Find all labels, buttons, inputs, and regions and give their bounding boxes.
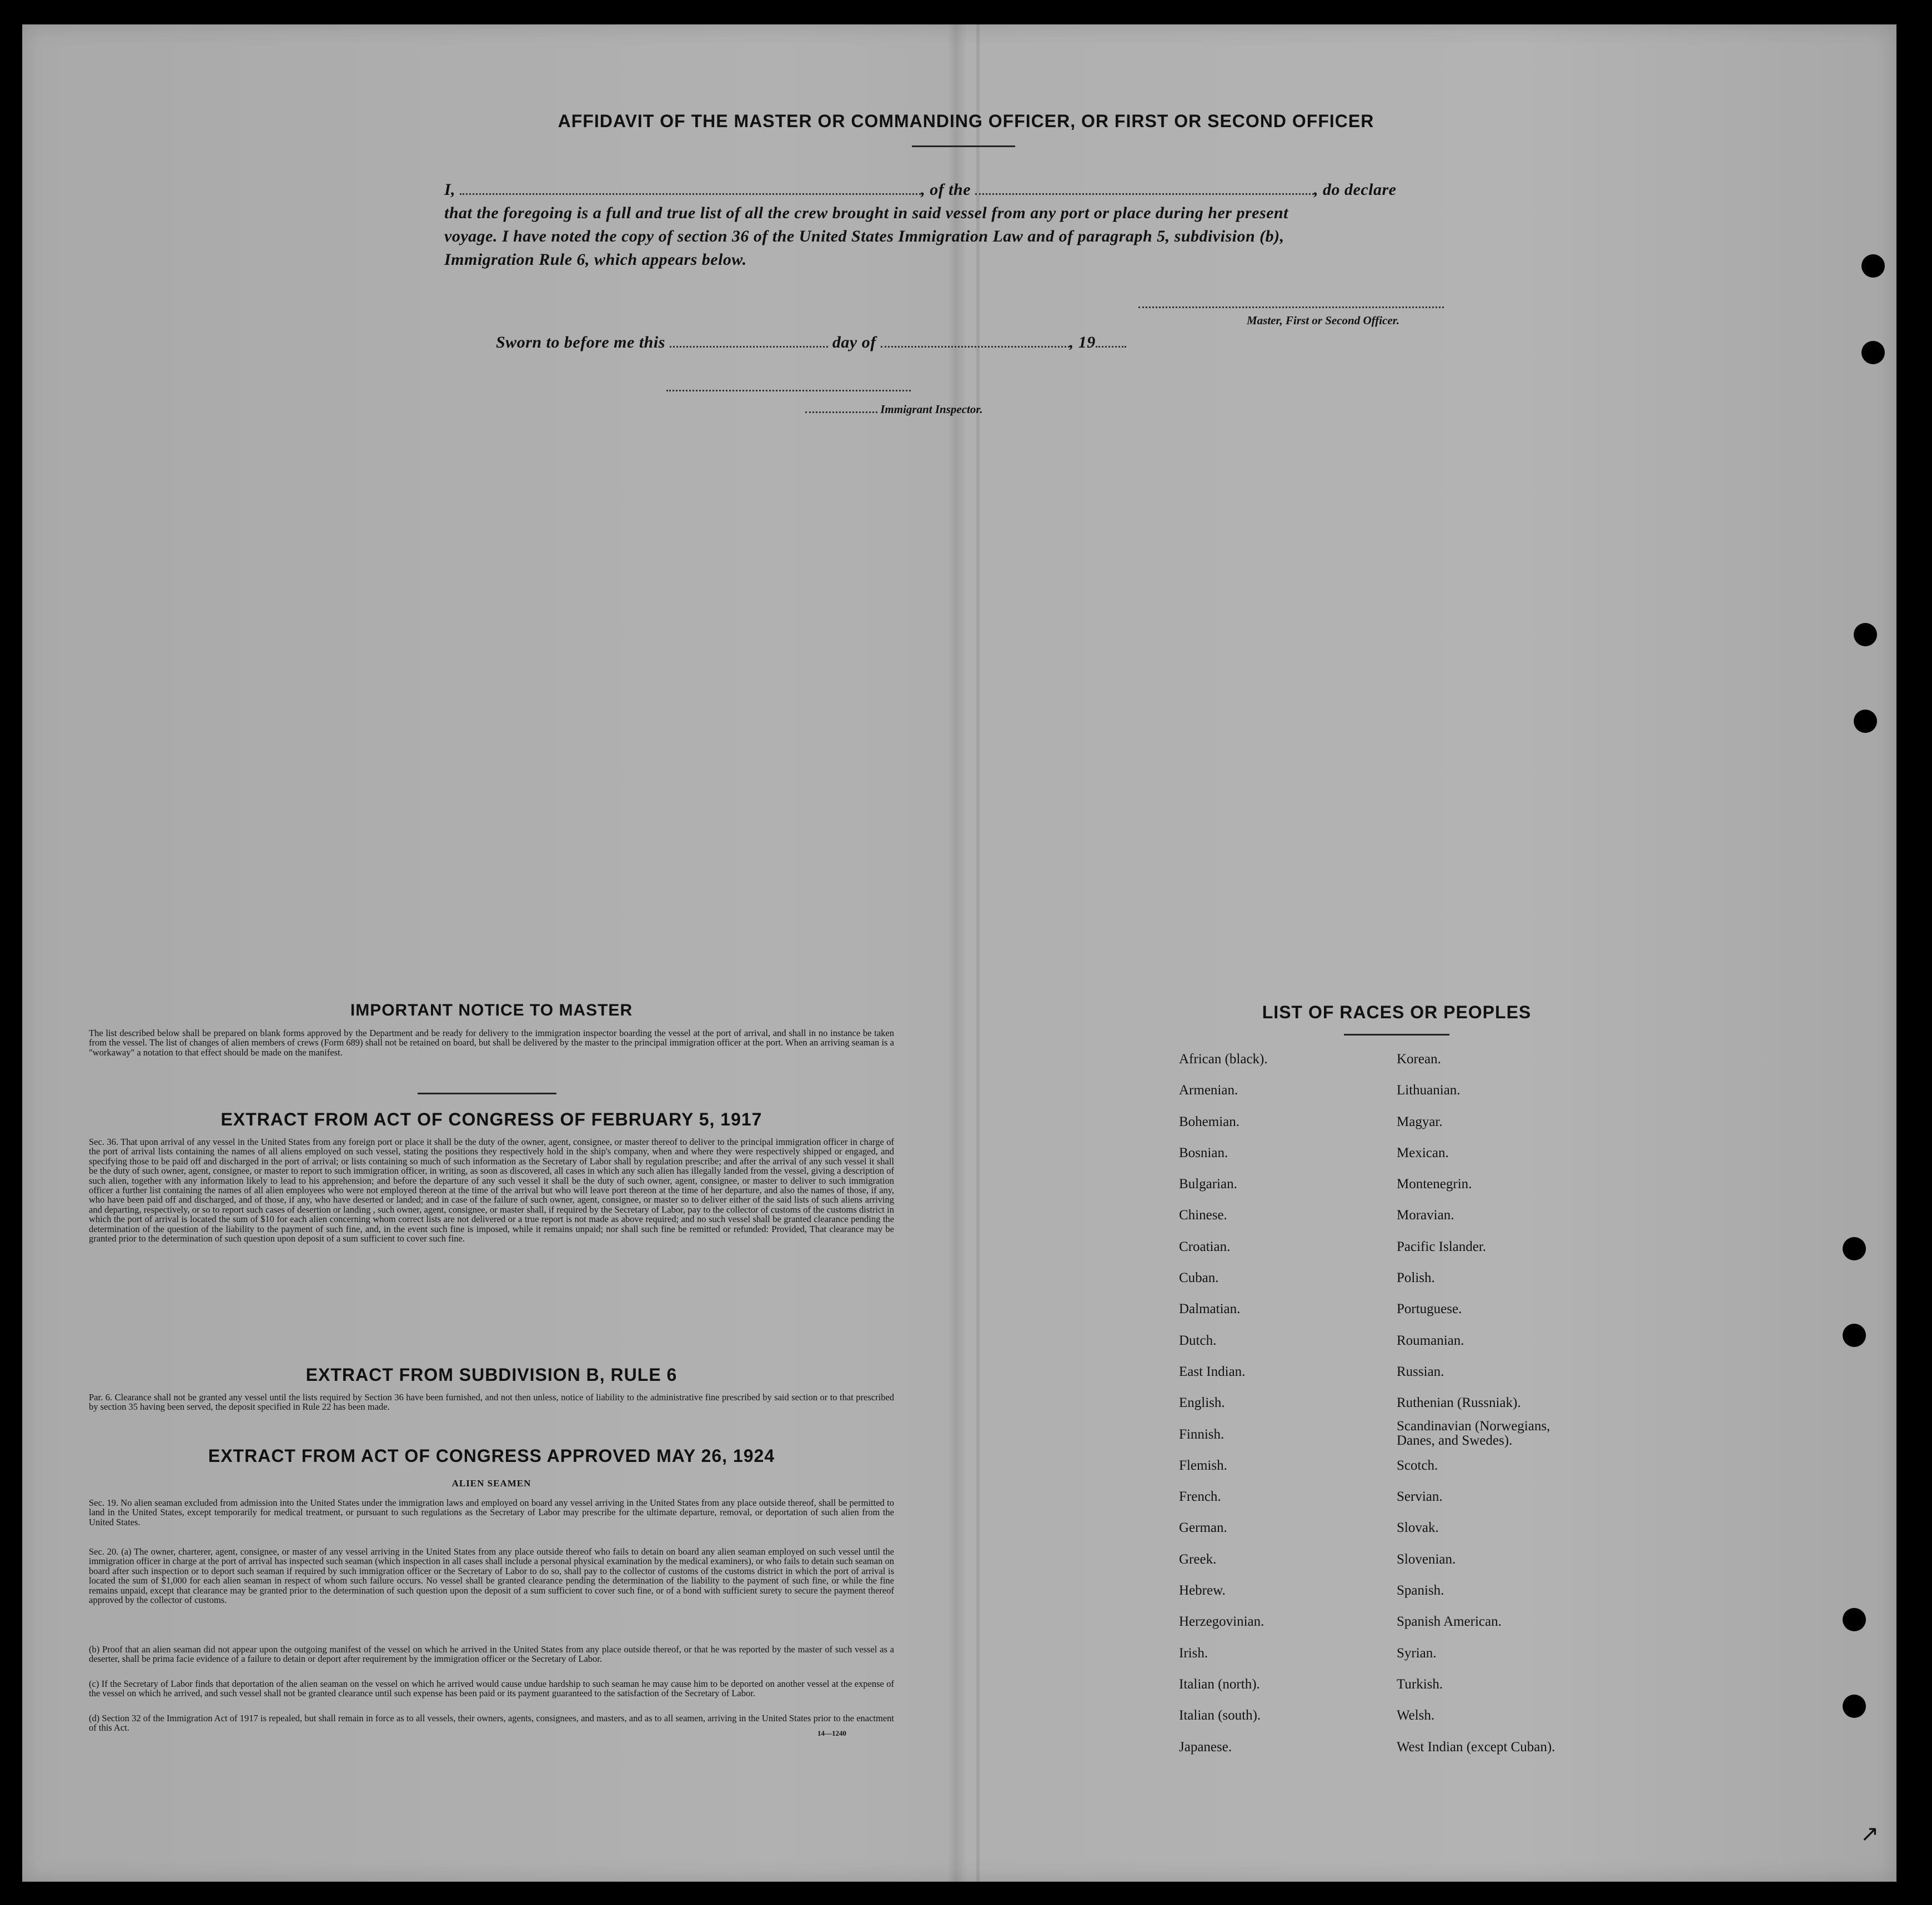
- inspector-label: Immigrant Inspector.: [880, 403, 983, 416]
- year-prefix: , 19: [1069, 333, 1096, 351]
- punch-hole: [1843, 1608, 1866, 1631]
- race-item: Scandinavian (Norwegians, Danes, and Swedes).: [1397, 1418, 1550, 1448]
- race-item: Chinese.: [1179, 1208, 1227, 1223]
- race-item: Spanish American.: [1397, 1614, 1502, 1630]
- race-item: Pacific Islander.: [1397, 1239, 1487, 1254]
- race-item: Armenian.: [1179, 1083, 1238, 1098]
- race-item: Dutch.: [1179, 1333, 1217, 1348]
- race-item: Slovenian.: [1397, 1551, 1456, 1567]
- divider: [418, 1093, 556, 1094]
- extract-1917-title: EXTRACT FROM ACT OF CONGRESS OF FEBRUARY 5, 1917: [220, 1109, 762, 1129]
- notice-text: The list described below shall be prepared on blank forms approved by the Department and be ready for delivery to the immigration inspector boarding the vessel at the port of arrival, and shall in no instance be taken from the vessel. The list of changes of alien members of crews (Form 689) shall not be retained on board, but shall be delivered by the master to the principal immigration officer at the port. When an arriving seaman is a "workaway" a notation to that effect should be made on the manifest.: [89, 1028, 894, 1058]
- race-item: Turkish.: [1397, 1676, 1443, 1692]
- race-item: Cuban.: [1179, 1270, 1219, 1286]
- races-left-column: [1179, 1044, 1268, 1763]
- race-item: Finnish.: [1179, 1426, 1225, 1442]
- race-item: English.: [1179, 1395, 1225, 1411]
- race-item: Japanese.: [1179, 1739, 1232, 1755]
- punch-hole: [1854, 710, 1877, 733]
- race-item: Welsh.: [1397, 1708, 1435, 1723]
- race-item: East Indian.: [1179, 1364, 1246, 1379]
- signature-label: Master, First or Second Officer.: [1247, 314, 1399, 327]
- race-item: Roumanian.: [1397, 1333, 1464, 1348]
- race-item: Montenegrin.: [1397, 1177, 1472, 1192]
- race-item: Korean.: [1397, 1052, 1441, 1067]
- race-item: Mexican.: [1397, 1145, 1449, 1160]
- race-item: Italian (south).: [1179, 1708, 1261, 1723]
- day-of-label: day of: [832, 333, 876, 351]
- race-item: Irish.: [1179, 1645, 1208, 1661]
- affidavit-line-4: Immigration Rule 6, which appears below.: [444, 250, 747, 269]
- extract-1917-text: Sec. 36. That upon arrival of any vessel in the United States from any foreign port or place it shall be the duty of the owner, agent, consignee, or master thereof to deliver to the principal immigration officer in charge of the port of arrival lists containing the names of all aliens employed on such vessel, stating the positions they respectively hold in the ship's company, when and where they were respectively shipped or engaged, and specifying those to be paid off and discharged in the port of arrival; or lists containing so much of such information as the Secretary of Labor shall by regulation prescribe; and after the arrival of any such vessel it shall be the duty of such owner, agent, consignee, or master to report to such immigration officer, in writing, as soon as discovered, all cases in which any such alien has illegally landed from the vessel, giving a description of such alien, together with any information likely to lead to his apprehension; and before the departure of any such vessel it shall be the duty of such owner, agent, consignee, or master to deliver to such immigration officer a further list containing the names of all alien employees who were not employed thereon at the time of the arrival but who will leave port thereon at the time of her departure, and also the names of those, if any, who have been paid off and discharged, and of those, if any, who have deserted or landed; and in case of the failure of such owner, agent, consignee, or master so to deliver either of the said lists of such aliens arriving and departing, respectively, or so to report such cases of desertion or landing , such owner, agent, consignee, or master shall, if required by the Secretary of Labor, pay to the collector of customs of the customs district in which the port of arrival is located the sum of $10 for each alien concerning whom correct lists are not delivered or a true report is not made as above required; and no such vessel shall be granted clearance pending the determination of the question of the liability to the payment of such fine, and, in the event such fine is imposed, while it remains unpaid; nor shall such fine be remitted or refunded: Provided, That clearance may be granted prior to the determination of such question upon deposit of a sum sufficient to cover such fine.: [89, 1137, 894, 1244]
- day-blank: [670, 341, 828, 348]
- alien-seamen-subtitle: ALIEN SEAMEN: [451, 1478, 531, 1489]
- race-item: Russian.: [1397, 1364, 1444, 1379]
- punch-hole: [1843, 1695, 1866, 1718]
- divider: [1344, 1034, 1449, 1036]
- race-item: Bosnian.: [1179, 1145, 1228, 1160]
- divider: [912, 145, 1015, 147]
- race-item: French.: [1179, 1489, 1221, 1505]
- form-number: 14—1240: [817, 1729, 846, 1737]
- race-item: Herzegovinian.: [1179, 1614, 1264, 1630]
- inspector-blank-short: [805, 407, 877, 413]
- do-declare-label: , do declare: [1314, 180, 1397, 199]
- punch-hole: [1854, 623, 1877, 646]
- race-item: Ruthenian (Russniak).: [1397, 1395, 1521, 1411]
- race-item: Croatian.: [1179, 1239, 1231, 1254]
- race-item: Servian.: [1397, 1489, 1443, 1505]
- race-item: Scotch.: [1397, 1457, 1438, 1473]
- vessel-blank: [975, 189, 1314, 195]
- race-item: West Indian (except Cuban).: [1397, 1739, 1555, 1755]
- rule6-text: Par. 6. Clearance shall not be granted any vessel until the lists required by Section 36 have been furnished, and not then unless, notice of liability to the administrative fine prescribed by said section or to that prescribed by section 35 having been served, the deposit specified in Rule 22 has been made.: [89, 1392, 894, 1413]
- affidavit-line-1: [444, 180, 1396, 199]
- race-item: Magyar.: [1397, 1114, 1443, 1129]
- affidavit-title: AFFIDAVIT OF THE MASTER OR COMMANDING OFFICER, OR FIRST OR SECOND OFFICER: [558, 111, 1374, 131]
- year-blank: [1096, 341, 1126, 348]
- sec20b-text: (b) Proof that an alien seaman did not appear upon the outgoing manifest of the vessel on which he arrived in the United States from any place outside thereof, or that he was reported by the master of such vessel as a deserter, shall be prima facie evidence of a failure to detain or deport after requirement by the immigration officer or the Secretary of Labor.: [89, 1644, 894, 1665]
- inspector-blank: [666, 385, 911, 391]
- race-item: German.: [1179, 1520, 1227, 1536]
- races-right-column: [1397, 1044, 1585, 1763]
- race-item: Moravian.: [1397, 1208, 1454, 1223]
- sworn-line: [496, 333, 1126, 352]
- sec19-text: Sec. 19. No alien seaman excluded from admission into the United States under the immigration laws and employed on board any vessel arriving in the United States from any place outside thereof, shall be permitted to land in the United States, except temporarily for medical treatment, or pursuant to such regulations as the Secretary of Labor may prescribe for the ultimate departure, removal, or deportation of such alien from the United States.: [89, 1497, 894, 1527]
- punch-hole: [1861, 254, 1885, 278]
- punch-hole: [1843, 1237, 1866, 1260]
- race-item: Greek.: [1179, 1551, 1217, 1567]
- affidavit-line-2: that the foregoing is a full and true list of all the crew brought in said vessel from any port or place during her present: [444, 204, 1288, 222]
- race-item: Spanish.: [1397, 1583, 1444, 1599]
- extract-1924-title: EXTRACT FROM ACT OF CONGRESS APPROVED MAY 26, 1924: [208, 1446, 775, 1466]
- punch-hole: [1861, 341, 1885, 364]
- race-item: Slovak.: [1397, 1520, 1439, 1536]
- punch-hole: [1843, 1324, 1866, 1347]
- race-item: African (black).: [1179, 1052, 1268, 1067]
- i-label: I,: [444, 180, 456, 199]
- race-item: Bulgarian.: [1179, 1177, 1237, 1192]
- signature-blank: [1138, 302, 1444, 308]
- races-title: LIST OF RACES OR PEOPLES: [1262, 1002, 1532, 1022]
- race-item: Hebrew.: [1179, 1583, 1226, 1599]
- race-item: Portuguese.: [1397, 1301, 1462, 1317]
- of-the-label: , of the: [921, 180, 971, 199]
- race-item: Syrian.: [1397, 1645, 1437, 1661]
- sec20c-text: (c) If the Secretary of Labor finds that deportation of the alien seaman on the vessel on which he arrived would cause undue hardship to such seaman he may cause him to be deported on another vessel at the expense of the vessel on which he arrived, and such vessel shall not be granted clearance until such expense has been paid or its payment guaranteed to the satisfaction of the Secretary of Labor.: [89, 1678, 894, 1699]
- name-blank: [460, 189, 921, 195]
- month-blank: [881, 341, 1070, 348]
- rule6-title: EXTRACT FROM SUBDIVISION B, RULE 6: [305, 1365, 678, 1385]
- sec20d-text: (d) Section 32 of the Immigration Act of 1917 is repealed, but shall remain in force as to all vessels, their owners, agents, consignees, and masters, and as to all seamen, arriving in the United States prior to the enactment of this Act.: [89, 1713, 894, 1733]
- affidavit-line-3: voyage. I have noted the copy of section 36 of the United States Immigration Law and of paragraph 5, subdivision (b),: [444, 227, 1284, 245]
- inspector-line: [805, 403, 983, 416]
- pencil-mark: ↗: [1860, 1821, 1879, 1847]
- sec20a-text: Sec. 20. (a) The owner, charterer, agent, consignee, or master of any vessel arriving in the United States from any place outside thereof who fails to detain on board any alien seaman employed on such vessel until the immigration officer in charge at the port of arrival has inspected such seaman (which inspection in all cases shall include a personal physical examination by the medical examiners), or who fails to detain such seaman on board after such inspection or to deport such seaman if required by such immigration officer or the Secretary of Labor to do so, shall pay to the collector of customs of the customs district in which the port of arrival is located the sum of $1,000 for each alien seaman in respect of whom such failure occurs. No vessel shall be granted clearance pending the determination of the liability to the payment of such fine, or while the fine remains unpaid, except that clearance may be granted prior to the determination of such question upon the deposit of a sum sufficient to cover such fine, or of a bond with sufficient surety to secure the payment thereof approved by the collector of customs.: [89, 1546, 894, 1606]
- race-item: Polish.: [1397, 1270, 1435, 1286]
- sworn-label: Sworn to before me this: [496, 333, 665, 351]
- center-fold: [976, 24, 980, 1882]
- race-item: Flemish.: [1179, 1457, 1227, 1473]
- race-item: Dalmatian.: [1179, 1301, 1241, 1317]
- race-item: Italian (north).: [1179, 1676, 1260, 1692]
- race-item: Bohemian.: [1179, 1114, 1240, 1129]
- race-item: Lithuanian.: [1397, 1083, 1461, 1098]
- notice-title: IMPORTANT NOTICE TO MASTER: [350, 1001, 633, 1019]
